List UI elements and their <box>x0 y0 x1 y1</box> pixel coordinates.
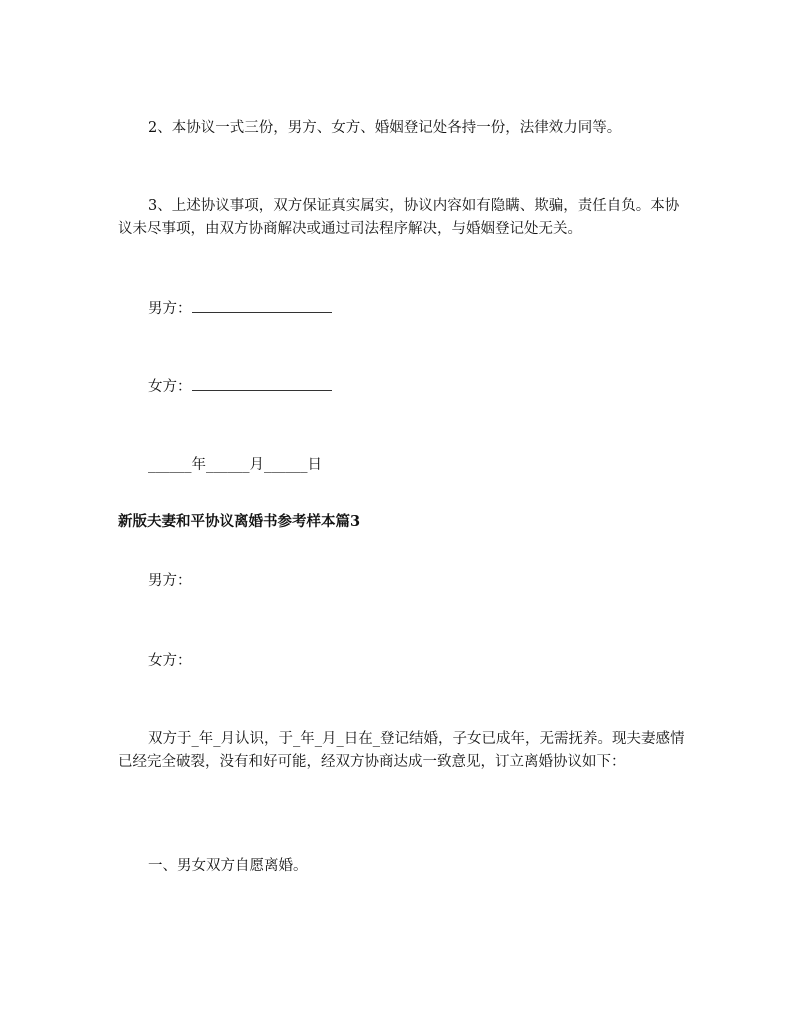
agreement-item-2: 2、本协议一式三份，男方、女方、婚姻登记处各持一份，法律效力同等。 <box>148 120 622 136</box>
male-label: 男方： <box>148 573 192 589</box>
male-signature-label: 男方： <box>148 301 192 317</box>
male-signature-blank <box>192 298 332 313</box>
agreement-item-3: 3、上述协议事项，双方保证真实属实，协议内容如有隐瞒、欺骗，责任自负。本协议未尽事项，由双方协商解决或通过司法程序解决，与婚姻登记处无关。 <box>118 198 680 237</box>
female-label: 女方： <box>148 653 192 669</box>
clause-1: 一、男女双方自愿离婚。 <box>148 858 308 874</box>
section-title: 新版夫妻和平协议离婚书参考样本篇3 <box>118 513 361 530</box>
male-signature-line <box>148 298 332 319</box>
female-signature-label: 女方： <box>148 379 192 395</box>
intro-paragraph: 双方于_年_月认识，于_年_月_日在_登记结婚，子女已成年，无需抚养。现夫妻感情已经完全破裂，没有和好可能，经双方协商达成一致意见，订立离婚协议如下： <box>118 731 685 770</box>
date-line: ______年______月______日 <box>148 457 322 473</box>
female-signature-line <box>148 376 332 397</box>
female-signature-blank <box>192 376 332 391</box>
